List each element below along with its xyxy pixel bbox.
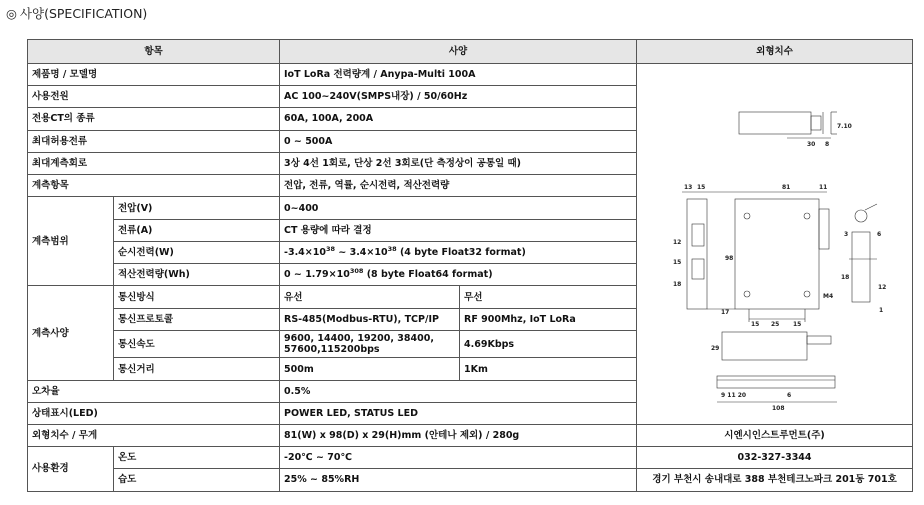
value-part: (8 byte Float64 format) [363, 269, 493, 281]
row-label: 통신거리 [114, 358, 280, 380]
dim-label: 7.10 [837, 123, 852, 130]
row-value: 전압, 전류, 역률, 순시전력, 적산전력량 [280, 174, 637, 196]
dim-label: 17 [721, 309, 730, 316]
dim-label: 13 [684, 184, 693, 191]
front-view [673, 184, 833, 328]
row-value: POWER LED, STATUS LED [280, 402, 637, 424]
dim-label: 30 [807, 141, 816, 148]
exponent: 308 [349, 267, 364, 276]
row-value-wired: 500m [280, 358, 460, 380]
row-value [280, 264, 637, 286]
dim-label: 98 [725, 255, 734, 262]
company-address: 경기 부천시 송내대로 388 부천테크노파크 201동 701호 [637, 469, 913, 491]
exponent: 38 [325, 245, 336, 254]
row-value: 81(W) x 98(D) x 29(H)mm (안테나 제외) / 280g [280, 425, 637, 447]
header-dimension: 외형치수 [637, 40, 913, 64]
dim-label: 1 [879, 307, 884, 314]
row-value: 0.5% [280, 380, 637, 402]
row-label: 제품명 / 모델명 [28, 64, 280, 86]
row-value-wired: 유선 [280, 286, 460, 309]
value-part: -3.4×10 [284, 247, 326, 259]
company-name: 시엔시인스트루먼트(주) [637, 425, 913, 447]
header-item: 항목 [28, 40, 280, 64]
row-label: 통신속도 [114, 331, 280, 358]
row-value: CT 용량에 따라 결정 [280, 219, 637, 241]
group-label: 계측사양 [28, 286, 114, 380]
row-label: 상태표시(LED) [28, 402, 280, 424]
table-row [28, 469, 913, 491]
value-part: (4 byte Float32 format) [396, 247, 526, 259]
table-row [28, 64, 913, 86]
dim-label: 81 [782, 184, 791, 191]
dim-label: 8 [825, 141, 830, 148]
row-label: 전압(V) [114, 197, 280, 220]
row-label: 순시전력(W) [114, 242, 280, 264]
title-bullet: ◎ [6, 6, 17, 21]
row-label: 온도 [114, 447, 280, 469]
row-label: 전류(A) [114, 219, 280, 241]
dim-label: M4 [823, 293, 834, 300]
row-value: 3상 4선 1회로, 단상 2선 3회로(단 측정상이 공통일 때) [280, 152, 637, 174]
value-part: 0 ~ 1.79×10 [284, 269, 350, 281]
row-label: 사용전원 [28, 86, 280, 108]
row-label: 습도 [114, 469, 280, 491]
row-value-wireless: RF 900Mhz, IoT LoRa [460, 309, 637, 331]
dim-label: 15 [673, 259, 682, 266]
dim-label: 6 [787, 392, 792, 399]
row-value: 25% ~ 85%RH [280, 469, 637, 491]
row-label: 통신방식 [114, 286, 280, 309]
header-spec: 사양 [280, 40, 637, 64]
value-part: ~ 3.4×10 [335, 247, 388, 259]
row-value-wireless: 1Km [460, 358, 637, 380]
dim-label: 6 [877, 231, 882, 238]
table-row [28, 425, 913, 447]
row-value: -20℃ ~ 70℃ [280, 447, 637, 469]
row-label: 최대허용전류 [28, 130, 280, 152]
exponent: 38 [387, 245, 397, 254]
dim-label: 108 [772, 405, 785, 412]
side-view [841, 204, 886, 314]
dim-label: 3 [844, 231, 849, 238]
dim-label: 25 [771, 321, 780, 328]
row-value: 0 ~ 500A [280, 130, 637, 152]
row-label: 통신프로토콜 [114, 309, 280, 331]
dim-label: 15 [751, 321, 760, 328]
row-label: 오차율 [28, 380, 280, 402]
dim-label: 29 [711, 345, 720, 352]
company-phone: 032-327-3344 [637, 447, 913, 469]
row-value-wired: 9600, 14400, 19200, 38400, 57600,115200bps [280, 331, 460, 358]
row-value: 60A, 100A, 200A [280, 108, 637, 130]
group-label: 사용환경 [28, 447, 114, 491]
row-value-wireless: 4.69Kbps [460, 331, 637, 358]
group-label: 계측범위 [28, 197, 114, 286]
table-row [28, 447, 913, 469]
bottom-profile-view [711, 332, 831, 360]
row-label: 외형치수 / 무게 [28, 425, 280, 447]
dimension-drawing-cell [637, 64, 913, 425]
dim-label: 12 [878, 284, 887, 291]
row-label: 최대계측회로 [28, 152, 280, 174]
dim-label: 15 [697, 184, 706, 191]
title-text: 사양(SPECIFICATION) [19, 6, 148, 21]
page-title [6, 4, 147, 22]
dim-label: 9 11 20 [721, 392, 747, 399]
antenna-view [717, 376, 837, 412]
dim-label: 18 [673, 281, 682, 288]
table-header-row [28, 40, 913, 64]
row-value [280, 242, 637, 264]
row-value: AC 100~240V(SMPS내장) / 50/60Hz [280, 86, 637, 108]
row-label: 전용CT의 종류 [28, 108, 280, 130]
dim-label: 12 [673, 239, 682, 246]
dim-label: 18 [841, 274, 850, 281]
dim-label: 15 [793, 321, 802, 328]
top-profile-view [739, 112, 852, 148]
row-label: 적산전력량(Wh) [114, 264, 280, 286]
row-value: IoT LoRa 전력량계 / Anypa-Multi 100A [280, 64, 637, 86]
row-label: 계측항목 [28, 174, 280, 196]
dim-label: 11 [819, 184, 828, 191]
row-value-wired: RS-485(Modbus-RTU), TCP/IP [280, 309, 460, 331]
dimension-drawing [637, 64, 911, 424]
row-value: 0~400 [280, 197, 637, 220]
row-value-wireless: 무선 [460, 286, 637, 309]
spec-table [27, 39, 913, 492]
